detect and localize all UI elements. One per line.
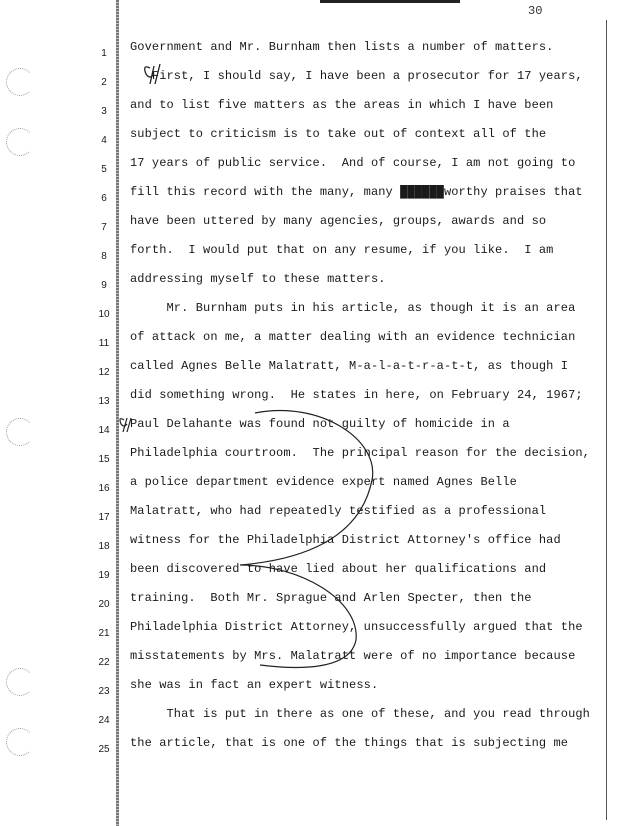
transcript-line: forth. I would put that on any resume, if you like. I am: [130, 243, 554, 257]
line-number: 8: [101, 251, 107, 262]
transcript-line: did something wrong. He states in here, on February 24, 1967;: [130, 388, 583, 402]
transcript-line: 17 years of public service. And of course, I am not going to: [130, 156, 576, 170]
transcript-line: witness for the Philadelphia District Attorney's office had: [130, 533, 561, 547]
transcript-line: have been uttered by many agencies, groups, awards and so: [130, 214, 547, 228]
transcript-line: a police department evidence expert named Agnes Belle: [130, 475, 517, 489]
transcript-line: called Agnes Belle Malatratt, M-a-l-a-t-r-a-t-t, as though I: [130, 359, 569, 373]
paragraph-mark: [120, 418, 131, 432]
transcript-line: subject to criticism is to take out of context all of the: [130, 127, 547, 141]
line-number: 18: [98, 541, 110, 552]
transcript-line: Paul Delahante was found not guilty of homicide in a: [130, 417, 510, 431]
line-number: 1: [101, 48, 107, 59]
transcript-line: Philadelphia District Attorney, unsuccessfully argued that the: [130, 620, 583, 634]
transcript-line: Mr. Burnham puts in his article, as though it is an area: [130, 301, 576, 315]
transcript-line: and to list five matters as the areas in which I have been: [130, 98, 554, 112]
transcript-line: been discovered to have lied about her qualifications and: [130, 562, 547, 576]
transcript-line: Malatratt, who had repeatedly testified as a professional: [130, 504, 547, 518]
line-number: 14: [98, 425, 110, 436]
line-number: 10: [98, 309, 110, 320]
line-number: 23: [98, 686, 110, 697]
transcript-line: Government and Mr. Burnham then lists a number of matters.: [130, 40, 554, 54]
paragraph-mark: [145, 64, 160, 84]
transcript-line: First, I should say, I have been a prosecutor for 17 years,: [130, 69, 583, 83]
line-number: 15: [98, 454, 110, 465]
transcript-line: That is put in there as one of these, and you read through: [130, 707, 590, 721]
line-number: 25: [98, 744, 110, 755]
line-number: 17: [98, 512, 110, 523]
line-number: 19: [98, 570, 110, 581]
line-number: 9: [101, 280, 107, 291]
line-number: 13: [98, 396, 110, 407]
line-number: 11: [98, 338, 110, 349]
line-number: 6: [101, 193, 107, 204]
transcript-line: misstatements by Mrs. Malatratt were of no importance because: [130, 649, 576, 663]
line-number: 24: [98, 715, 110, 726]
transcript-line: fill this record with the many, many ██████worthy praises that: [130, 185, 583, 199]
s-curve-annotation: [240, 411, 373, 668]
line-number: 22: [98, 657, 110, 668]
transcript-line: training. Both Mr. Sprague and Arlen Specter, then the: [130, 591, 532, 605]
transcript-line: Philadelphia courtroom. The principal reason for the decision,: [130, 446, 590, 460]
line-number: 3: [101, 106, 107, 117]
line-number: 12: [98, 367, 110, 378]
transcript-line: of attack on me, a matter dealing with an evidence technician: [130, 330, 576, 344]
line-number: 20: [98, 599, 110, 610]
line-number: 16: [98, 483, 110, 494]
line-number: 21: [98, 628, 110, 639]
line-number: 5: [101, 164, 107, 175]
transcript-line: the article, that is one of the things that is subjecting me: [130, 736, 569, 750]
transcript-line: she was in fact an expert witness.: [130, 678, 379, 692]
line-number: 2: [101, 77, 107, 88]
transcript-line: addressing myself to these matters.: [130, 272, 386, 286]
page-number: 30: [528, 4, 543, 18]
line-number: 4: [101, 135, 107, 146]
line-number: 7: [101, 222, 107, 233]
